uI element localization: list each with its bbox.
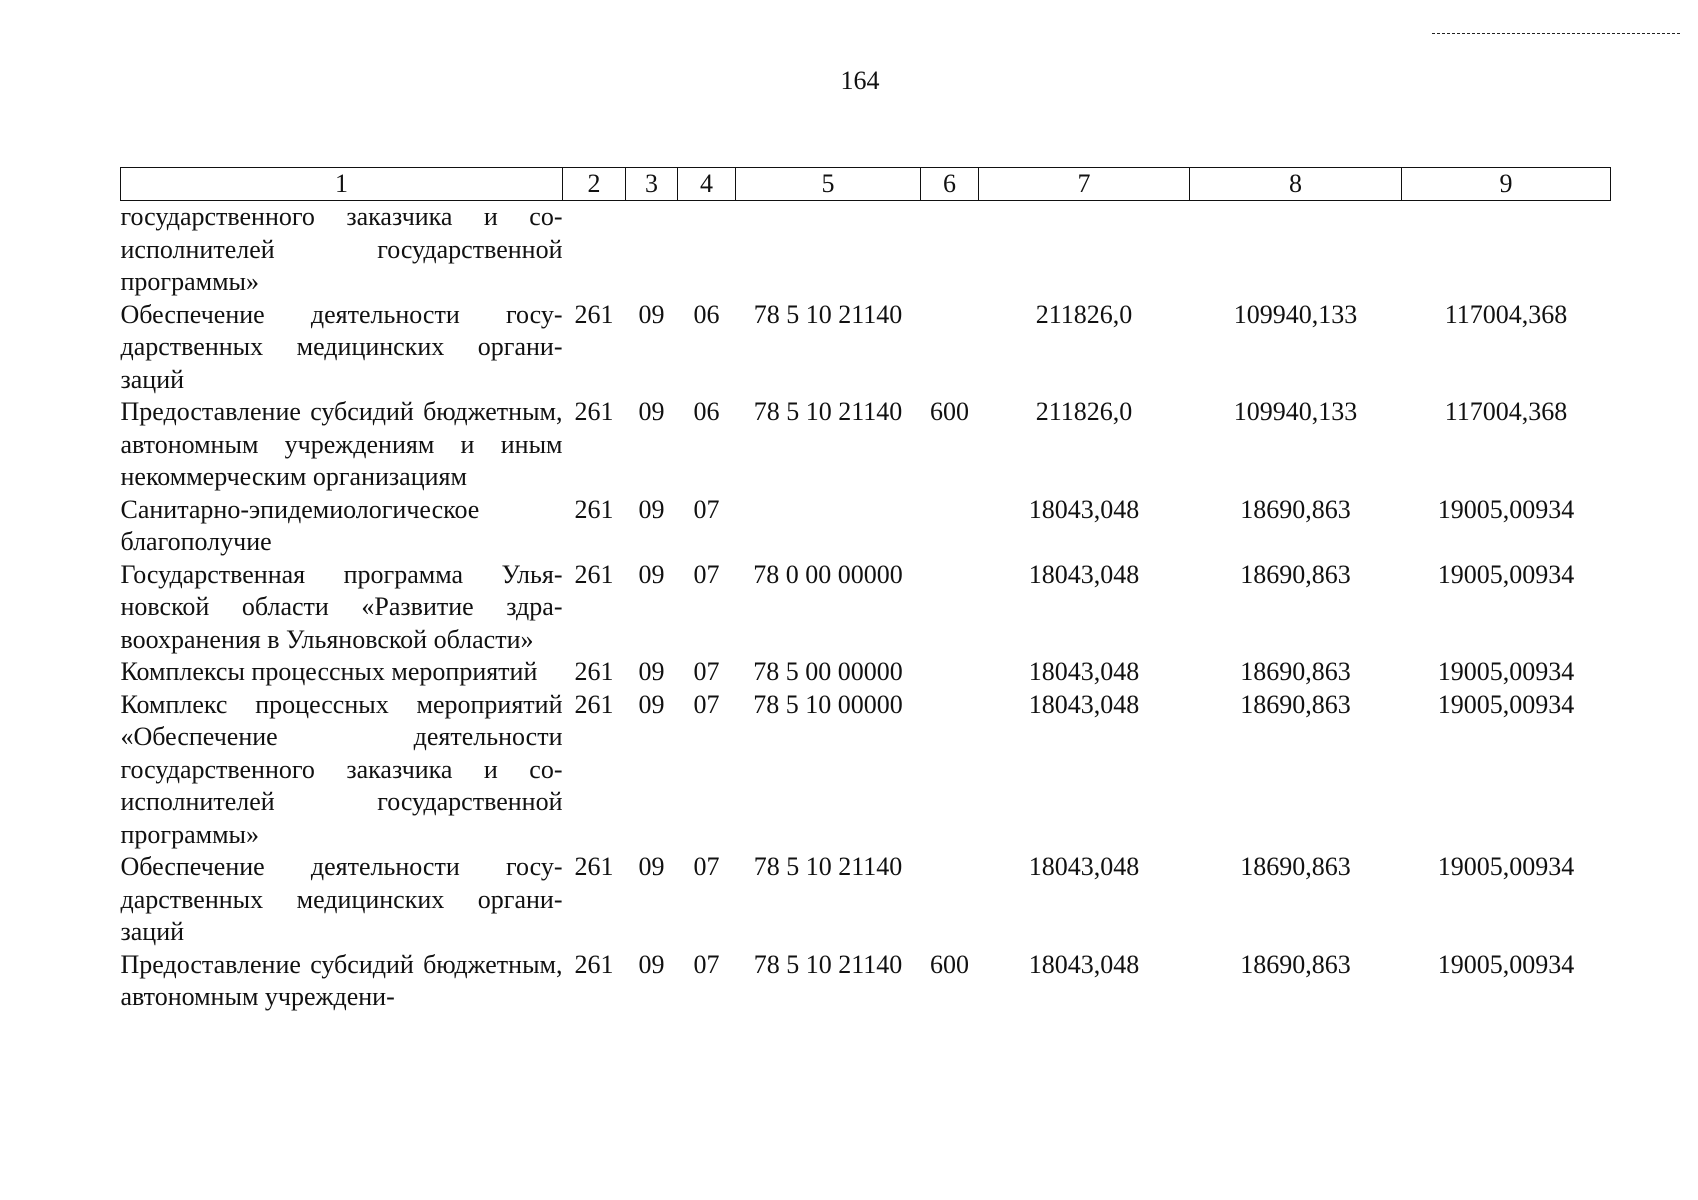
row-name: Предоставление субсидий бюджетным, автономным учреждениям и иным некоммерческим организациям: [120, 397, 563, 491]
col5-code: 78 0 00 00000: [753, 559, 903, 589]
col9-value: 19005,00934: [1437, 494, 1575, 524]
col3-code: 09: [638, 949, 665, 979]
col3-code: 09: [638, 559, 665, 589]
col6-code: 600: [930, 397, 969, 426]
col4-code: 06: [693, 299, 720, 329]
col2-code: 261: [574, 852, 614, 881]
col4-code: 07: [693, 949, 720, 979]
col5-code: [736, 201, 921, 299]
col3-code: 09: [638, 852, 665, 881]
header-cell: 4: [678, 168, 736, 201]
col8-value: 109940,133: [1233, 299, 1358, 329]
table-row: [121, 949, 1611, 1014]
col5-code: [736, 494, 921, 559]
col8-value: 18690,863: [1240, 689, 1351, 719]
header-cell: 2: [563, 168, 626, 201]
header-cell: 1: [121, 168, 563, 201]
top-dashed-rule: [1432, 33, 1680, 34]
col6-code: [921, 494, 979, 559]
col9-value: 117004,368: [1444, 397, 1568, 426]
col7-value: 211826,0: [1035, 299, 1133, 329]
col9-value: [1402, 201, 1611, 299]
col7-value: 18043,048: [1028, 657, 1140, 686]
row-name: Предоставление субсидий бюджетным, автономным учреждени-: [120, 949, 563, 1011]
col7-value: 18043,048: [1028, 559, 1140, 589]
table-row: [121, 494, 1611, 559]
col9-value: 19005,00934: [1437, 852, 1575, 881]
row-name: Государственная программа Ульяновской области «Развитие здравоохранения в Ульяновской области»: [120, 559, 563, 654]
col7-value: [979, 201, 1190, 299]
header-cell: 5: [736, 168, 921, 201]
col4-code: 07: [693, 689, 720, 719]
row-name: Санитарно-эпидемиологическое благополучие: [120, 494, 480, 556]
col8-value: 18690,863: [1240, 852, 1351, 881]
table-row: [121, 656, 1611, 689]
col4-code: 07: [693, 494, 720, 524]
col5-code: 78 5 10 00000: [753, 689, 903, 719]
col2-code: 261: [574, 299, 614, 329]
table-row: [121, 201, 1611, 299]
col6-code: [921, 201, 979, 299]
col7-value: 18043,048: [1028, 494, 1140, 524]
budget-table: [120, 167, 1611, 1014]
col6-code: [921, 689, 979, 852]
col3-code: [626, 201, 678, 299]
col5-code: 78 5 10 21140: [753, 949, 903, 979]
header-cell: 6: [921, 168, 979, 201]
header-row: [121, 168, 1611, 201]
row-name: государственного заказчика и соисполнителей государственной программы»: [120, 202, 563, 296]
col8-value: 18690,863: [1240, 494, 1351, 524]
table-row: [121, 689, 1611, 852]
col7-value: 211826,0: [1035, 397, 1133, 426]
col3-code: 09: [638, 494, 665, 524]
table-row: [121, 299, 1611, 397]
col8-value: [1190, 201, 1402, 299]
col6-code: 600: [930, 949, 969, 979]
table-row: [121, 851, 1611, 949]
table-row: [121, 559, 1611, 657]
col9-value: 19005,00934: [1437, 559, 1575, 589]
page-number: 164: [840, 66, 880, 95]
col8-value: 109940,133: [1233, 397, 1358, 426]
col2-code: [563, 201, 626, 299]
header-cell: 8: [1190, 168, 1402, 201]
col4-code: [678, 201, 736, 299]
row-name: Обеспечение деятельности государственных медицинских организаций: [120, 299, 563, 394]
col2-code: 261: [574, 689, 614, 719]
col4-code: 06: [693, 397, 720, 426]
col5-code: 78 5 10 21140: [753, 852, 903, 881]
col3-code: 09: [638, 397, 665, 426]
header-cell: 3: [626, 168, 678, 201]
col9-value: 19005,00934: [1437, 689, 1575, 719]
col2-code: 261: [574, 657, 614, 686]
row-name: Обеспечение деятельности государственных медицинских организаций: [120, 852, 563, 946]
header-cell: 9: [1402, 168, 1611, 201]
col7-value: 18043,048: [1028, 689, 1140, 719]
col8-value: 18690,863: [1240, 949, 1351, 979]
table-row: [121, 396, 1611, 494]
header-cell: 7: [979, 168, 1190, 201]
col2-code: 261: [574, 559, 614, 589]
col8-value: 18690,863: [1240, 559, 1351, 589]
col7-value: 18043,048: [1028, 949, 1140, 979]
row-name: Комплексы процессных мероприятий: [120, 657, 538, 686]
col3-code: 09: [638, 657, 665, 686]
col4-code: 07: [693, 559, 720, 589]
col5-code: 78 5 10 21140: [753, 299, 903, 329]
col2-code: 261: [574, 397, 614, 426]
col8-value: 18690,863: [1240, 657, 1351, 686]
col6-code: [921, 851, 979, 949]
col6-code: [921, 559, 979, 657]
col6-code: [921, 656, 979, 689]
row-name: Комплекс процессных мероприятий «Обеспечение деятельности государственного заказчика и соисполнителей государственной программы»: [120, 689, 563, 849]
col2-code: 261: [574, 494, 614, 524]
col9-value: 19005,00934: [1437, 657, 1575, 686]
col6-code: [921, 299, 979, 397]
col9-value: 117004,368: [1444, 299, 1568, 329]
col7-value: 18043,048: [1028, 852, 1140, 881]
col9-value: 19005,00934: [1437, 949, 1575, 979]
col4-code: 07: [693, 852, 720, 881]
col5-code: 78 5 10 21140: [753, 397, 903, 426]
col4-code: 07: [693, 657, 720, 686]
col3-code: 09: [638, 299, 665, 329]
col2-code: 261: [574, 949, 614, 979]
col3-code: 09: [638, 689, 665, 719]
col5-code: 78 5 00 00000: [753, 657, 903, 686]
